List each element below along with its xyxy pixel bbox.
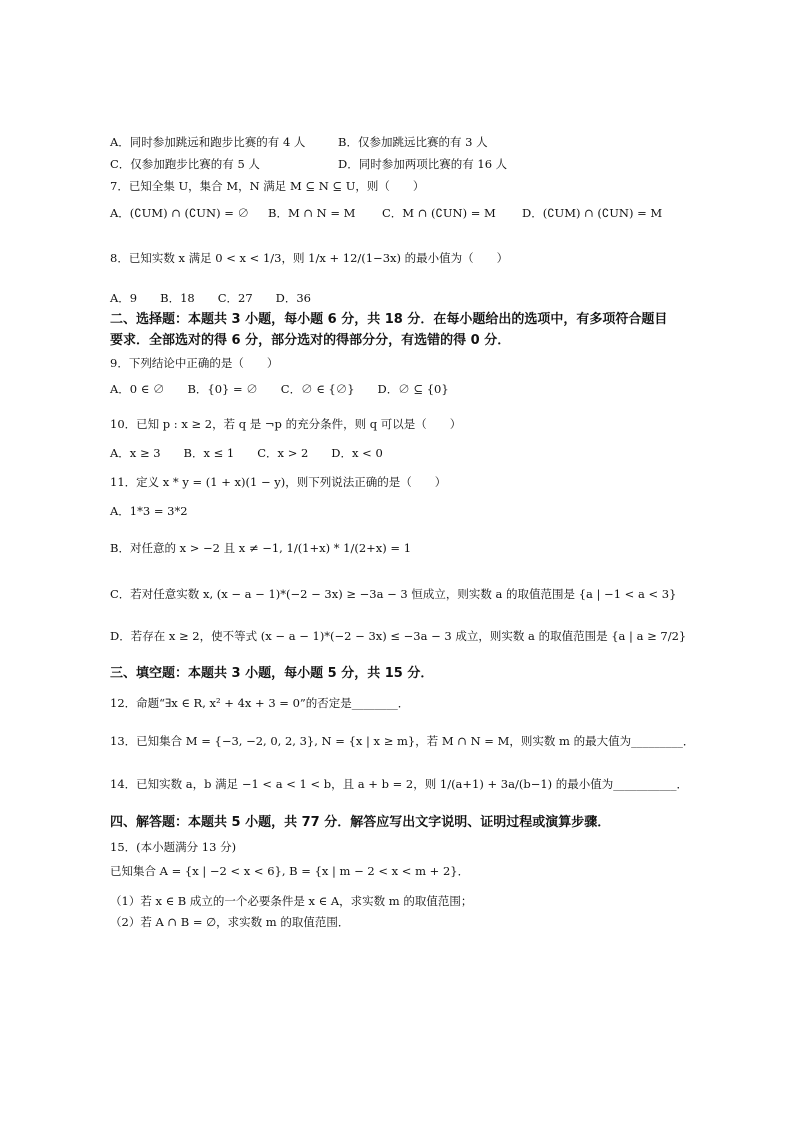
q7-stem: 7．已知全集 U，集合 M，N 满足 M ⊆ N ⊆ U，则（ ） (110, 179, 425, 193)
q11-option-d: D．若存在 x ≥ 2，使不等式 (x − a − 1)*(−2 − 3x) ≤ −3a − 3 成立，则实数 a 的取值范围是 {a | a ≥ 7/2} (110, 629, 687, 643)
q7-option-c: C．M ∩ (∁UN) = M (382, 206, 496, 220)
q6-option-a: A．同时参加跳远和跑步比赛的有 4 人 (110, 135, 306, 149)
q15-part-1: （1）若 x ∈ B 成立的一个必要条件是 x ∈ A，求实数 m 的取值范围； (110, 894, 473, 908)
q8-options: A．9 B．18 C．27 D．36 (110, 291, 311, 305)
q6-option-c: C．仅参加跑步比赛的有 5 人 (110, 157, 260, 171)
section-2-heading: 二、选择题：本题共 3 小题，每小题 6 分，共 18 分．在每小题给出的选项中，有多项符合题目 (110, 312, 668, 327)
q11-stem: 11．定义 x * y = (1 + x)(1 − y)，则下列说法正确的是（ ） (110, 475, 447, 489)
q9-options: A．0 ∈ ∅ B．{0} = ∅ C．∅ ∈ {∅} D．∅ ⊆ {0} (110, 382, 449, 396)
q13-stem: 13．已知集合 M = {−3, −2, 0, 2, 3}, N = {x | x ≥ m}，若 M ∩ N = M，则实数 m 的最大值为_________． (110, 734, 695, 748)
q10-options: A．x ≥ 3 B．x ≤ 1 C．x > 2 D．x < 0 (110, 446, 383, 460)
q15-given: 已知集合 A = {x | −2 < x < 6}, B = {x | m − 2 < x < m + 2}． (110, 864, 470, 878)
section-4-heading: 四、解答题：本题共 5 小题，共 77 分．解答应写出文字说明、证明过程或演算步骤． (110, 815, 611, 830)
q14-stem: 14．已知实数 a，b 满足 −1 < a < 1 < b，且 a + b = 2，则 1/(a+1) + 3a/(b−1) 的最小值为___________． (110, 777, 689, 791)
q7-option-b: B．M ∩ N = M (268, 206, 356, 220)
q6-option-d: D．同时参加两项比赛的有 16 人 (338, 157, 508, 171)
section-2-heading-cont: 要求．全部选对的得 6 分，部分选对的得部分分，有选错的得 0 分． (110, 333, 511, 348)
q12-stem: 12．命题“∃x ∈ R, x² + 4x + 3 = 0”的否定是________． (110, 696, 410, 710)
q7-option-d: D．(∁UM) ∩ (∁UN) = M (522, 206, 663, 220)
q11-option-a: A．1*3 = 3*2 (110, 504, 188, 518)
q7-option-a: A．(∁UM) ∩ (∁UN) = ∅ (110, 206, 249, 220)
section-3-heading: 三、填空题：本题共 3 小题，每小题 5 分，共 15 分． (110, 666, 434, 681)
q6-option-b: B．仅参加跳远比赛的有 3 人 (338, 135, 488, 149)
q15-title: 15．(本小题满分 13 分) (110, 840, 237, 854)
q9-stem: 9．下列结论中正确的是（ ） (110, 356, 279, 370)
q15-part-2: （2）若 A ∩ B = ∅，求实数 m 的取值范围． (110, 915, 350, 929)
q10-stem: 10．已知 p : x ≥ 2，若 q 是 ¬p 的充分条件，则 q 可以是（ ） (110, 417, 462, 431)
q8-stem: 8．已知实数 x 满足 0 < x < 1/3，则 1/x + 12/(1−3x) 的最小值为（ ） (110, 251, 509, 265)
q11-option-b: B．对任意的 x > −2 且 x ≠ −1, 1/(1+x) * 1/(2+x) = 1 (110, 541, 412, 555)
q11-option-c: C．若对任意实数 x, (x − a − 1)*(−2 − 3x) ≥ −3a − 3 恒成立，则实数 a 的取值范围是 {a | −1 < a < 3} (110, 587, 677, 601)
